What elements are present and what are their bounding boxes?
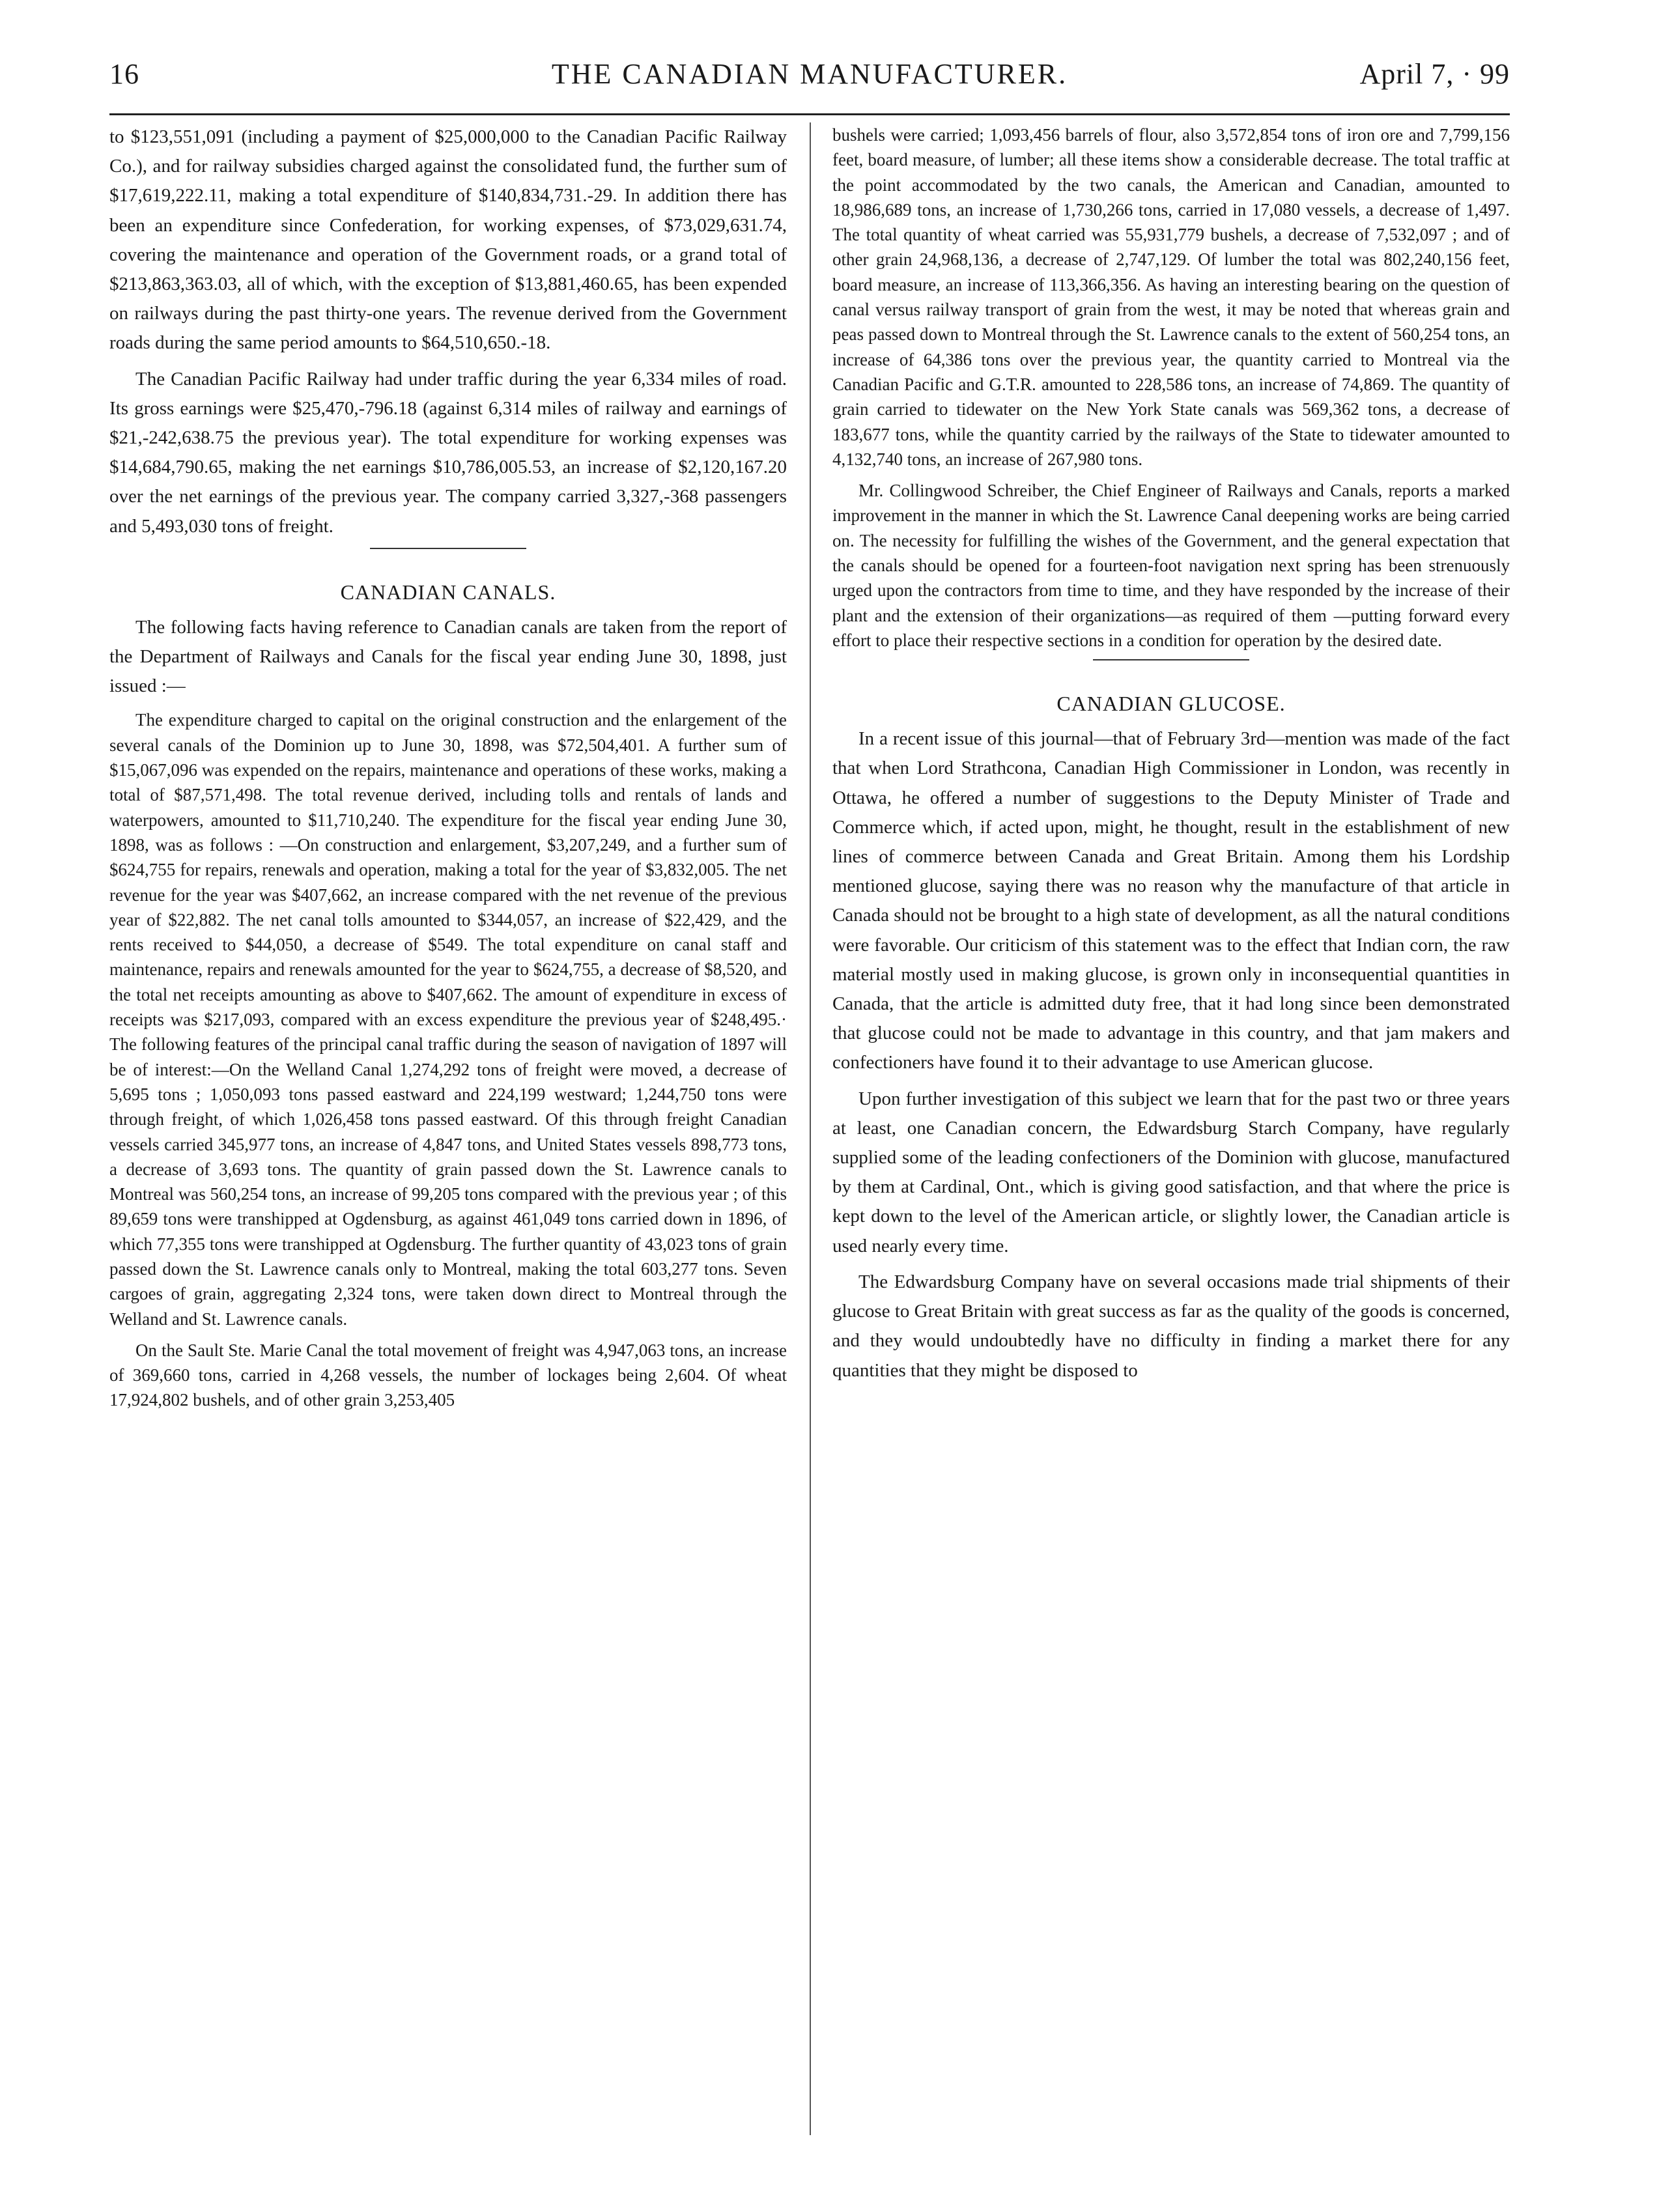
railway-expenditure-paragraph: to $123,551,091 (including a payment of $25,000,000 to the Canadian Pacific Railway Co.), and for railway subsidies charged against the consolidated fund, the further sum of $17,619,222.11, making a total expenditure of $140,834,731.-29. In addition there has been an expenditure since Confederation, for working expenses, of $73,029,631.74, covering the maintenance and operation of the Government roads, or a grand total of $213,863,363.03, all of which, with the exception of $13,881,460.65, has been expended on railways during the past thirty-one years. The revenue derived from the Government roads during the same period amounts to $64,510,650.-18. <box>109 126 787 354</box>
canals-intro-paragraph: The following facts having reference to Canadian canals are taken from the report of the Department of Railways and Canals for the fiscal year ending June 30, 1898, just issued :— <box>109 616 787 697</box>
section-divider <box>370 548 526 549</box>
glucose-intro-paragraph: In a recent issue of this journal—that of February 3rd—mention was made of the fact that when Lord Strathcona, Canadian High Commissioner in London, was recently in Ottawa, he offered a number of suggestions to the Deputy Minister of Trade and Commerce which, if acted upon, might, he thought, result in the establishment of new lines of commerce between Canada and Great Britain. Among them his Lordship mentioned glucose, saying there was no reason why the manufacture of that article in Canada should not be brought to a high state of development, as all the natural conditions were favorable. Our criticism of this statement was to the effect that Indian corn, the raw material mostly used in making glucose, is grown only in inconsequential quantities in Canada, that the article is admitted duty free, that it had long since been demonstrated that glucose could not be made to advantage in this country, and that jam makers and confectioners have found it to their advantage to use American glucose. <box>832 728 1510 1073</box>
page-header <box>109 57 1510 109</box>
left-column <box>109 122 787 2135</box>
heading-canadian-glucose: CANADIAN GLUCOSE. <box>1056 692 1286 716</box>
issue-date: April 7, · 99 <box>1359 58 1510 90</box>
edwardsburg-paragraph: Upon further investigation of this subject we learn that for the past two or three years at least, one Canadian concern, the Edwardsburg Starch Company, have regularly supplied some of the leading confectioners of the Dominion with glucose, manufactured by them at Cardinal, Ont., which is giving good satisfaction, and that where the price is kept down to the level of the American article, or slightly lower, the Canadian article is used nearly every time. <box>832 1088 1510 1256</box>
trial-shipments-paragraph: The Edwardsburg Company have on several occasions made trial shipments of their glucose to Great Britain with great success as far as the quality of the goods is concerned, and they would undoubtedly have no difficulty in finding a market there for any quantities that they might be disposed to <box>832 1271 1510 1381</box>
canals-expenditure-paragraph: The expenditure charged to capital on the original construction and the enlargement of the several canals of the Dominion up to June 30, 1898, was $72,504,401. A further sum of $15,067,096 was expended on the repairs, maintenance and operations of these works, making a total of $87,571,498. The total revenue derived, including tolls and rentals of lands and waterpowers, amounted to $11,710,240. The expenditure for the fiscal year ending June 30, 1898, was as follows : —On construction and enlargement, $3,207,249, and a further sum of $624,755 for repairs, renewals and operation, making a total for the year of $3,832,005. The net revenue for the year was $407,662, an increase compared with the net revenue of the previous year of $22,882. The net canal tolls amounted to $344,057, an increase of $22,429, and the rents received to $44,050, a decrease of $549. The total expenditure on canal staff and maintenance, repairs and renewals amounted for the year to $624,755, a decrease of $8,520, and the total net receipts amounting as above to $407,662. The amount of expenditure in excess of receipts was $217,093, compared with an excess expenditure the previous year of $248,495.· The following features of the principal canal traffic during the season of navigation of 1897 will be of interest:—On the Welland Canal 1,274,292 tons of freight were moved, a decrease of 5,695 tons ; 1,050,093 tons passed eastward and 224,199 westward; 1,244,750 tons were through freight, of which 1,026,458 tons passed eastward. Of this through freight Canadian vessels carried 345,977 tons, an increase of 4,847 tons, and United States vessels 898,773 tons, a decrease of 3,693 tons. The quantity of grain passed down the St. Lawrence canals to Montreal was 560,254 tons, an increase of 99,205 tons compared with the previous year ; of this 89,659 tons were transhipped at Ogdensburg, as against 461,049 tons carried down in 1896, of which 77,355 tons were transhipped at Ogdensburg. The further quantity of 43,023 tons of grain passed down the St. Lawrence canals only to Montreal, making the total 603,277 tons. Seven cargoes of grain, aggregating 2,324 tons, were taken down direct to Montreal through the Welland and St. Lawrence canals. <box>109 710 787 1329</box>
heading-canadian-canals: CANADIAN CANALS. <box>340 580 556 604</box>
column-divider <box>810 122 811 2135</box>
right-column <box>832 122 1510 2135</box>
cpr-paragraph: The Canadian Pacific Railway had under traffic during the year 6,334 miles of road. Its gross earnings were $25,470,-796.18 (against 6,314 miles of railway and earnings of $21,-242,638.75 the previous year). The total expenditure for working expenses was $14,684,790.65, making the net earnings $10,786,005.53, an increase of $2,120,167.20 over the net earnings of the previous year. The company carried 3,327,-368 passengers and 5,493,030 tons of freight. <box>109 368 787 537</box>
newspaper-page <box>109 57 1510 2142</box>
schreiber-paragraph: Mr. Collingwood Schreiber, the Chief Engineer of Railways and Canals, reports a marked improvement in the manner in which the St. Lawrence Canal deepening works are being carried on. The necessity for fulfilling the wishes of the Government, and the general expectation that the canals should be opened for a fourteen-foot navigation next spring has been strenuously urged upon the contractors from time to time, and they have responded by the increase of their plant and the extension of their organizations—as required of them —putting forward every effort to place their respective sections in a condition for operation by the desired date. <box>832 481 1510 650</box>
header-rule <box>109 113 1510 115</box>
section-divider <box>1093 659 1249 660</box>
publication-title: THE CANADIAN MANUFACTURER. <box>551 58 1068 90</box>
sault-canal-paragraph: On the Sault Ste. Marie Canal the total movement of freight was 4,947,063 tons, an increase of 369,660 tons, carried in 4,268 vessels, the number of lockages being 2,604. Of wheat 17,924,802 bushels, and of other grain 3,253,405 <box>109 1340 787 1410</box>
page-number: 16 <box>109 58 139 90</box>
canal-traffic-paragraph: bushels were carried; 1,093,456 barrels of flour, also 3,572,854 tons of iron ore and 7,799,156 feet, board measure, of lumber; all these items show a considerable decrease. The total traffic at the point accommodated by the two canals, the American and Canadian, amounted to 18,986,689 tons, an increase of 1,730,266 tons, carried in 17,080 vessels, a decrease of 1,497. The total quantity of wheat carried was 55,931,779 bushels, a decrease of 7,532,097 ; and of other grain 24,968,136, a decrease of 2,747,129. Of lumber the total was 802,240,156 feet, board measure, an increase of 113,366,356. As having an interesting bearing on the question of canal versus railway transport of grain from the west, it may be noted that whereas grain and peas passed down to Montreal through the St. Lawrence canals to the extent of 560,254 tons, an increase of 64,386 tons over the previous year, the quantity carried to Montreal via the Canadian Pacific and G.T.R. amounted to 228,586 tons, an increase of 74,869. The quantity of grain carried to tidewater on the New York State canals was 569,362 tons, a decrease of 183,677 tons, while the quantity carried by the railways of the State to tidewater amounted to 4,132,740 tons, an increase of 267,980 tons. <box>832 125 1510 469</box>
